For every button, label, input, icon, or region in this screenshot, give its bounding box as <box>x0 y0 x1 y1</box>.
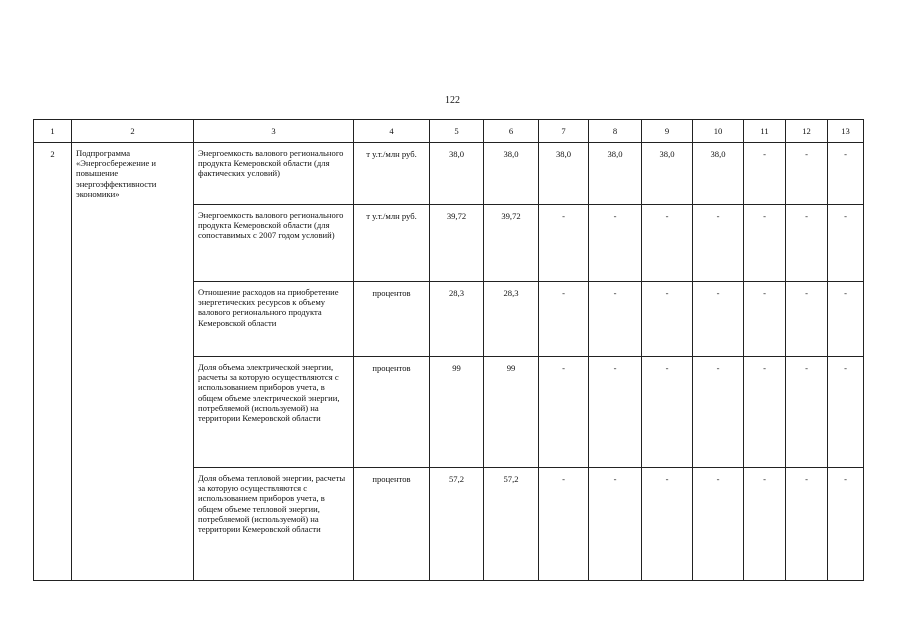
table-row <box>34 143 864 205</box>
subprogram-name: Подпрограмма «Энергосбережение и повышение энергоэффективности экономики» <box>72 143 194 581</box>
value-cell: - <box>744 468 786 581</box>
value-cell: - <box>744 143 786 205</box>
indicator-unit: процентов <box>354 468 430 581</box>
value-cell: - <box>786 143 828 205</box>
value-cell: - <box>828 468 864 581</box>
column-header: 10 <box>693 120 744 143</box>
value-cell: - <box>589 357 642 468</box>
value-cell: - <box>786 468 828 581</box>
value-cell: 38,0 <box>642 143 693 205</box>
column-header: 7 <box>539 120 589 143</box>
column-header: 5 <box>430 120 484 143</box>
value-cell: - <box>786 205 828 282</box>
column-header: 6 <box>484 120 539 143</box>
value-cell: 38,0 <box>539 143 589 205</box>
column-header: 9 <box>642 120 693 143</box>
value-cell: - <box>539 282 589 357</box>
value-cell: - <box>693 205 744 282</box>
indicator-unit: т у.т./млн руб. <box>354 143 430 205</box>
value-cell: - <box>828 205 864 282</box>
value-cell: 38,0 <box>589 143 642 205</box>
value-cell: 28,3 <box>430 282 484 357</box>
value-cell: - <box>744 205 786 282</box>
value-cell: - <box>744 357 786 468</box>
value-cell: 39,72 <box>484 205 539 282</box>
indicator-unit: процентов <box>354 282 430 357</box>
value-cell: - <box>539 205 589 282</box>
value-cell: - <box>786 282 828 357</box>
column-header: 13 <box>828 120 864 143</box>
value-cell: - <box>642 282 693 357</box>
value-cell: - <box>539 468 589 581</box>
value-cell: - <box>642 205 693 282</box>
value-cell: - <box>828 357 864 468</box>
column-header: 8 <box>589 120 642 143</box>
column-header: 2 <box>72 120 194 143</box>
value-cell: - <box>589 205 642 282</box>
row-number: 2 <box>34 143 72 581</box>
value-cell: - <box>589 282 642 357</box>
value-cell: - <box>693 357 744 468</box>
value-cell: - <box>828 143 864 205</box>
value-cell: 99 <box>430 357 484 468</box>
indicator-name: Доля объема тепловой энергии, расчеты за которую осуществляются с использованием приборов учета, в общем объеме тепловой энергии, потребляемой (используемой) на территории Кемеровской области <box>194 468 354 581</box>
value-cell: - <box>786 357 828 468</box>
value-cell: - <box>693 282 744 357</box>
column-header: 4 <box>354 120 430 143</box>
indicator-table <box>33 119 864 581</box>
column-header: 12 <box>786 120 828 143</box>
indicator-unit: процентов <box>354 357 430 468</box>
page-number: 122 <box>445 95 460 106</box>
indicator-name: Энергоемкость валового регионального продукта Кемеровской области (для фактических условий) <box>194 143 354 205</box>
column-header: 11 <box>744 120 786 143</box>
value-cell: 28,3 <box>484 282 539 357</box>
indicator-name: Энергоемкость валового регионального продукта Кемеровской области (для сопоставимых с 2007 годом условий) <box>194 205 354 282</box>
value-cell: - <box>642 357 693 468</box>
value-cell: 38,0 <box>430 143 484 205</box>
column-header: 3 <box>194 120 354 143</box>
value-cell: - <box>828 282 864 357</box>
value-cell: 57,2 <box>430 468 484 581</box>
value-cell: - <box>744 282 786 357</box>
header-row <box>34 120 864 143</box>
value-cell: 38,0 <box>484 143 539 205</box>
value-cell: - <box>693 468 744 581</box>
indicator-name: Отношение расходов на приобретение энергетических ресурсов к объему валового регионального продукта Кемеровской области <box>194 282 354 357</box>
value-cell: 57,2 <box>484 468 539 581</box>
value-cell: - <box>539 357 589 468</box>
value-cell: 39,72 <box>430 205 484 282</box>
value-cell: 38,0 <box>693 143 744 205</box>
indicator-name: Доля объема электрической энергии, расчеты за которую осуществляются с использованием приборов учета, в общем объеме электрической энергии, потребляемой (используемой) на территории Кемеровской области <box>194 357 354 468</box>
value-cell: - <box>642 468 693 581</box>
indicator-unit: т у.т./млн руб. <box>354 205 430 282</box>
column-header: 1 <box>34 120 72 143</box>
value-cell: - <box>589 468 642 581</box>
value-cell: 99 <box>484 357 539 468</box>
